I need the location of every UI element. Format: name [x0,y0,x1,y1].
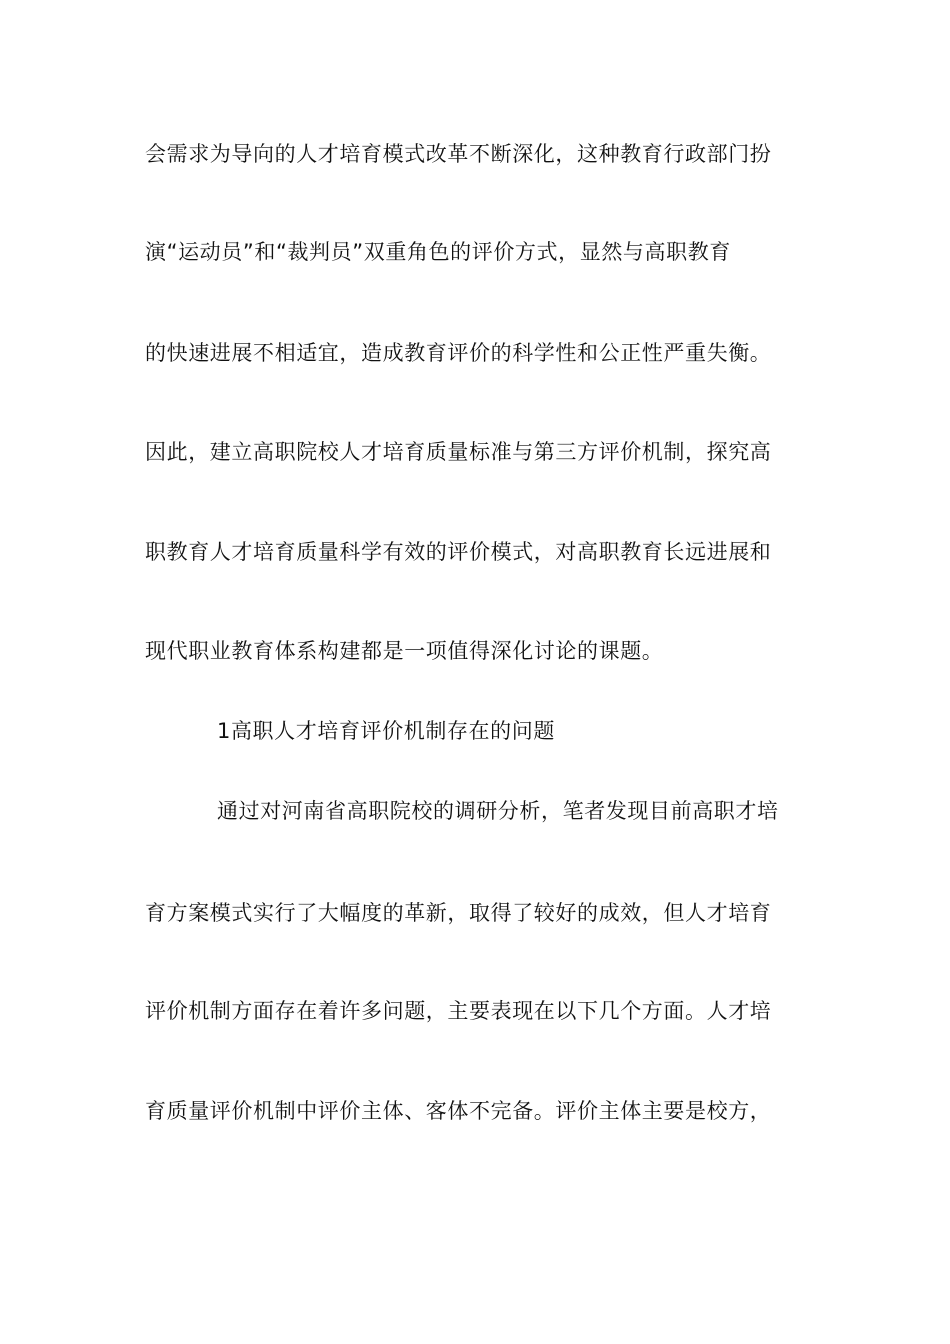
text-line: 职教育人才培育质量科学有效的评价模式，对高职教育长远进展和 [145,540,772,564]
text-line: 育质量评价机制中评价主体、客体不完备。评价主体主要是校方， [145,1099,772,1123]
text-line: 演“运动员”和“裁判员”双重角色的评价方式，显然与高职教育 [145,240,731,264]
text-line: 现代职业教育体系构建都是一项值得深化讨论的课题。 [145,639,664,663]
text-line: 的快速进展不相适宜，造成教育评价的科学性和公正性严重失衡。 [145,341,772,365]
text-line: 育方案模式实行了大幅度的革新，取得了较好的成效，但人才培育 [145,901,772,925]
text-line: 因此，建立高职院校人才培育质量标准与第三方评价机制，探究高 [145,440,772,464]
text-line: 会需求为导向的人才培育模式改革不断深化，这种教育行政部门扮 [145,142,772,166]
text-line: 通过对河南省高职院校的调研分析，笔者发现目前高职才培 [217,799,779,823]
text-line: 评价机制方面存在着许多问题，主要表现在以下几个方面。人才培 [145,999,772,1023]
section-heading: 1高职人才培育评价机制存在的问题 [217,719,555,743]
